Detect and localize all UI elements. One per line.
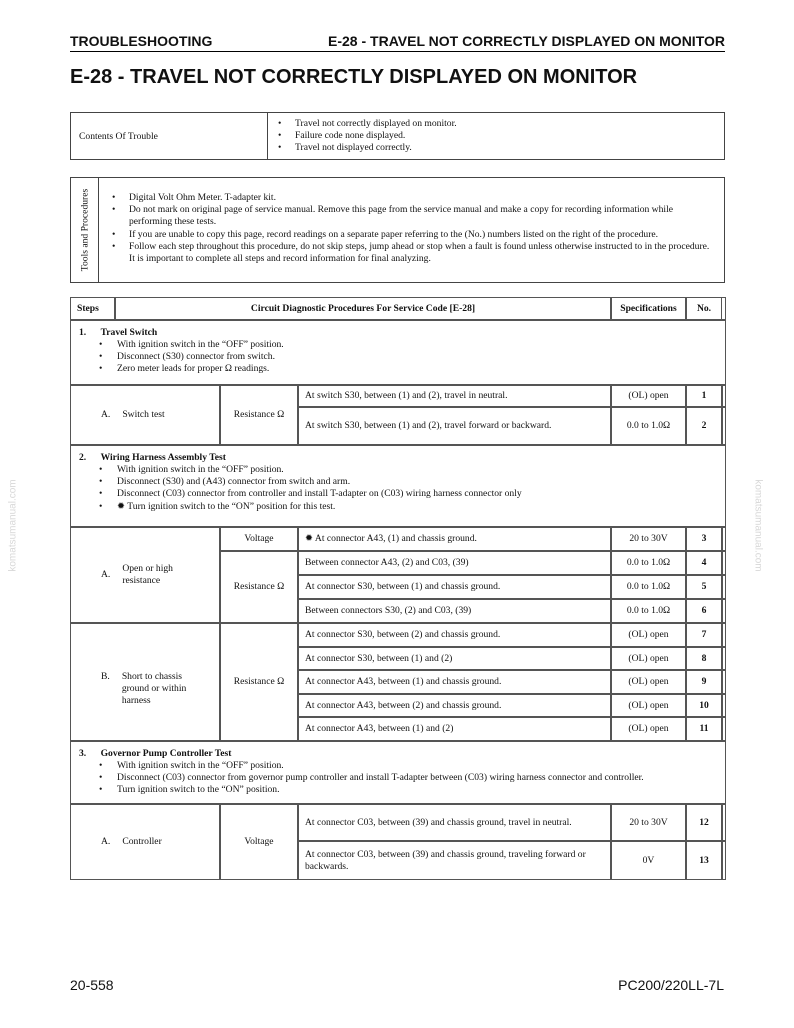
section-travel-switch: [70, 320, 726, 385]
list-item: • Disconnect (C03) connector from governor pump controller and install T-adapter between (C03) wiring harness connector and controller.: [79, 772, 725, 784]
list-item: • Failure code none displayed.: [273, 130, 713, 142]
spec-cell: 0.0 to 1.0Ω: [611, 575, 686, 599]
spec-cell: (OL) open: [611, 647, 686, 670]
method-cell: Resistance Ω: [220, 623, 298, 741]
tools-label: Tools and Procedures: [79, 188, 91, 272]
sub-letter: B.: [101, 671, 110, 682]
spec-cell: 20 to 30V: [611, 804, 686, 841]
spec-cell: 0V: [611, 841, 686, 880]
reading-number: 7: [686, 623, 722, 647]
list-item: • Turn ignition switch to the “ON” position.: [79, 784, 725, 796]
list-item: • Disconnect (S30) connector from switch.: [79, 351, 725, 363]
sub-name: Short to chassis ground or within harness: [121, 671, 187, 706]
section-title: 1. Travel Switch: [79, 327, 158, 338]
sub-name: Switch test: [122, 409, 165, 420]
divider: [267, 113, 268, 159]
sub-name: Open or high resistance: [122, 563, 173, 586]
reading-number: 8: [686, 647, 722, 670]
header-topic: E-28 - TRAVEL NOT CORRECTLY DISPLAYED ON MONITOR: [328, 33, 725, 49]
reading-number: 3: [686, 527, 722, 551]
spec-cell: (OL) open: [611, 623, 686, 647]
procedure-desc: At switch S30, between (1) and (2), travel forward or backward.: [298, 407, 611, 445]
sub-step-cell: [70, 527, 220, 623]
list-item: • Zero meter leads for proper Ω readings.: [79, 363, 725, 375]
spec-cell: 0.0 to 1.0Ω: [611, 599, 686, 623]
reading-number: 9: [686, 670, 722, 694]
list-item: • Do not mark on original page of service manual. Remove this page from the service manual and make a copy for recording information while performing these tests.: [107, 204, 712, 228]
sub-name: Controller: [122, 836, 162, 847]
sub-letter: A.: [101, 569, 111, 580]
spec-cell: 20 to 30V: [611, 527, 686, 551]
tools-and-procedures-box: [70, 177, 725, 283]
list-item: • Travel not correctly displayed on monitor.: [273, 118, 713, 130]
spec-cell: 0.0 to 1.0Ω: [611, 551, 686, 575]
procedure-desc: At connector A43, between (2) and chassis ground.: [298, 694, 611, 717]
reading-number: 4: [686, 551, 722, 575]
contents-of-trouble-box: [70, 112, 725, 160]
reading-number: 10: [686, 694, 722, 717]
section-title: 2. Wiring Harness Assembly Test: [79, 452, 226, 463]
method-cell: Resistance Ω: [220, 551, 298, 623]
spec-cell: 0.0 to 1.0Ω: [611, 407, 686, 445]
method-cell: Voltage: [220, 804, 298, 880]
sub-step-cell: [70, 623, 220, 741]
spec-cell: (OL) open: [611, 670, 686, 694]
list-item: • ✹ Turn ignition switch to the “ON” position for this test.: [79, 501, 725, 513]
list-item: • With ignition switch in the “OFF” position.: [79, 339, 725, 351]
procedure-desc: At connector C03, between (39) and chassis ground, traveling forward or backwards.: [298, 841, 611, 880]
model-number: PC200/220LL-7L: [618, 977, 724, 993]
procedure-desc: Between connector A43, (2) and C03, (39): [298, 551, 611, 575]
list-item: • Travel not displayed correctly.: [273, 142, 713, 154]
spec-cell: (OL) open: [611, 385, 686, 407]
header-procedures: Circuit Diagnostic Procedures For Service Code [E-28]: [115, 297, 611, 320]
procedure-desc: Between connectors S30, (2) and C03, (39): [298, 599, 611, 623]
procedure-desc: At connector S30, between (2) and chassis ground.: [298, 623, 611, 647]
procedure-desc: At connector S30, between (1) and chassis ground.: [298, 575, 611, 599]
running-header: [70, 33, 725, 52]
page-title: E-28 - TRAVEL NOT CORRECTLY DISPLAYED ON MONITOR: [70, 66, 638, 88]
contents-label: Contents Of Trouble: [79, 131, 158, 142]
list-item: • Follow each step throughout this procedure, do not skip steps, jump ahead or stop when a fault is found unless otherwise instructed to in the procedure. It is important to complete all steps and record information for final analyzing.: [107, 241, 712, 265]
watermark: komatsumanual.com: [752, 479, 764, 572]
procedure-desc: At connector C03, between (39) and chassis ground, travel in neutral.: [298, 804, 611, 841]
procedure-desc: At connector A43, between (1) and chassis ground.: [298, 670, 611, 694]
procedure-desc: ✹ At connector A43, (1) and chassis ground.: [298, 527, 611, 551]
method-cell: Voltage: [220, 527, 298, 551]
list-item: • Digital Volt Ohm Meter. T-adapter kit.: [107, 192, 712, 204]
procedure-desc: At switch S30, between (1) and (2), travel in neutral.: [298, 385, 611, 407]
header-specifications: Specifications: [611, 297, 686, 320]
reading-number: 12: [686, 804, 722, 841]
list-item: • With ignition switch in the “OFF” position.: [79, 464, 725, 476]
reading-number: 1: [686, 385, 722, 407]
reading-number: 2: [686, 407, 722, 445]
method-cell: Resistance Ω: [220, 385, 298, 445]
list-item: • Disconnect (C03) connector from controller and install T-adapter on (C03) wiring harness connector only: [79, 488, 725, 500]
reading-number: 13: [686, 841, 722, 880]
diagnostic-procedure-table: [70, 297, 726, 880]
list-item: • If you are unable to copy this page, record readings on a separate paper referring to the (No.) numbers listed on the right of the procedure.: [107, 229, 712, 241]
list-item: • With ignition switch in the “OFF” position.: [79, 760, 725, 772]
procedure-desc: At connector A43, between (1) and (2): [298, 717, 611, 741]
sub-letter: A.: [101, 409, 111, 420]
sub-step-cell: [70, 385, 220, 445]
header-section: TROUBLESHOOTING: [70, 33, 213, 49]
spec-cell: (OL) open: [611, 717, 686, 741]
watermark: komatsumanual.com: [7, 479, 19, 572]
reading-number: 11: [686, 717, 722, 741]
reading-number: 5: [686, 575, 722, 599]
section-wiring-harness-test: [70, 445, 726, 527]
header-steps: Steps: [70, 297, 115, 320]
reading-number: 6: [686, 599, 722, 623]
section-governor-pump-controller-test: [70, 741, 726, 804]
divider: [98, 178, 99, 282]
sub-letter: A.: [101, 836, 111, 847]
contents-list: [273, 118, 713, 155]
spec-cell: (OL) open: [611, 694, 686, 717]
sub-step-cell: [70, 804, 220, 880]
tools-list: [107, 192, 712, 265]
procedure-desc: At connector S30, between (1) and (2): [298, 647, 611, 670]
page-number: 20-558: [70, 977, 114, 993]
list-item: • Disconnect (S30) and (A43) connector from switch and arm.: [79, 476, 725, 488]
header-no: No.: [686, 297, 722, 320]
section-title: 3. Governor Pump Controller Test: [79, 748, 232, 759]
